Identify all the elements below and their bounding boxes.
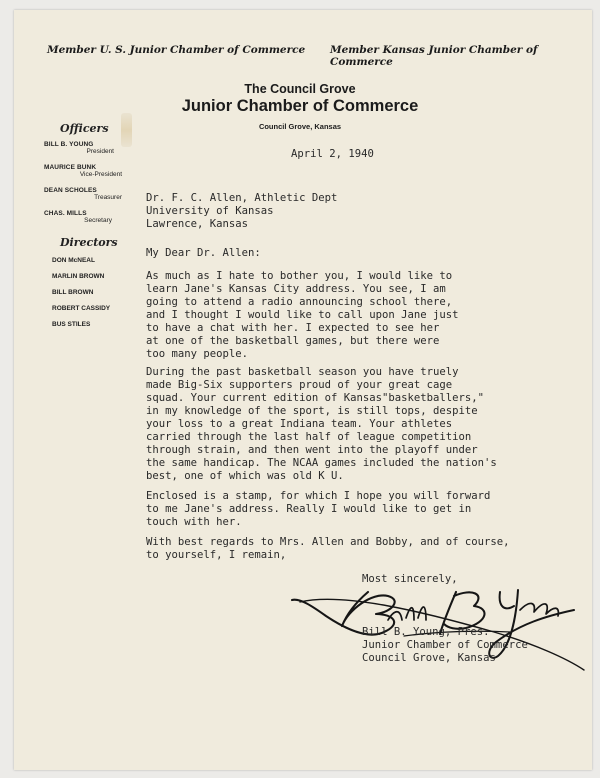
body-line: As much as I hate to bother you, I would like to (146, 270, 453, 282)
directors-section (44, 236, 118, 328)
officer-name: BILL B. YOUNG (44, 141, 94, 148)
body-line: During the past basketball season you have truely (146, 366, 459, 378)
officer-entry (44, 187, 122, 201)
member-us-jaycees: Member U. S. Junior Chamber of Commerce (47, 44, 306, 56)
body-line: made Big-Six supporters proud of your great cage (146, 379, 453, 391)
recipient-line: Dr. F. C. Allen, Athletic Dept (146, 192, 338, 204)
body-line: to yourself, I remain, (146, 549, 287, 561)
director-name: BUS STILES (52, 321, 91, 328)
officer-title: President (86, 148, 114, 155)
officer-entry (44, 210, 122, 224)
body-line: Enclosed is a stamp, for which I hope you will forward (146, 490, 491, 502)
directors-heading: Directors (60, 236, 118, 249)
director-name: DON McNEAL (52, 257, 95, 264)
body-line: carried through the last half of league competition (146, 431, 472, 443)
body-line: learn Jane's Kansas City address. You see, I am (146, 283, 446, 295)
sign-block-line: Council Grove, Kansas (362, 652, 496, 664)
body-line: in my knowledge of the sport, is still tops, despite (146, 405, 478, 417)
org-location: Council Grove, Kansas (258, 122, 342, 131)
officers-section (44, 122, 122, 224)
sign-block-line: Bill B. Young, Pres. (362, 626, 490, 638)
officer-title: Treasurer (94, 194, 122, 201)
recipient-line: University of Kansas (146, 205, 274, 217)
director-name: MARLIN BROWN (52, 273, 105, 280)
officer-name: MAURICE BUNK (44, 164, 97, 171)
director-name: ROBERT CASSIDY (52, 305, 111, 312)
org-line1: The Council Grove (244, 82, 356, 96)
body-line: your loss to a great Indiana team. Your athletes (146, 418, 453, 430)
officer-name: CHAS. MILLS (44, 210, 87, 217)
salutation: My Dear Dr. Allen: (146, 247, 261, 259)
body-line: going to attend a radio announcing school there, (146, 296, 453, 308)
director-name: BILL BROWN (52, 289, 94, 296)
officer-name: DEAN SCHOLES (44, 187, 97, 194)
officer-title: Vice-President (79, 171, 122, 178)
body-line: With best regards to Mrs. Allen and Bobby, and of course, (146, 536, 510, 548)
recipient-line: Lawrence, Kansas (146, 218, 249, 230)
body-line: through strain, and then went into the playoff under (146, 444, 478, 456)
sign-block-line: Junior Chamber of Commerce (362, 639, 528, 651)
officer-entry (44, 141, 122, 155)
body-line: touch with her. (146, 516, 242, 528)
body-line: and I thought I would like to call upon Jane just (146, 309, 459, 321)
officer-title: Secretary (84, 217, 112, 224)
officer-entry (44, 164, 122, 178)
body-line: too many people. (146, 348, 249, 360)
org-title: Junior Chamber of Commerce (181, 97, 419, 115)
closing: Most sincerely, (362, 573, 458, 585)
member-kansas-jaycees: Member Kansas Junior Chamber of Commerce (330, 44, 538, 68)
letter-date: April 2, 1940 (291, 148, 374, 160)
body-line: to have a chat with her. I expected to see her (146, 322, 440, 334)
officers-heading: Officers (60, 122, 109, 135)
body-line: at one of the basketball games, but there were (146, 335, 440, 347)
body-line: the same handicap. The NCAA games included the nation's (146, 457, 497, 469)
body-line: best, one of which was old K U. (146, 470, 344, 482)
body-line: squad. Your current edition of Kansas"basketballers," (146, 392, 485, 404)
body-line: to me Jane's address. Really I would like to get in (146, 503, 472, 515)
